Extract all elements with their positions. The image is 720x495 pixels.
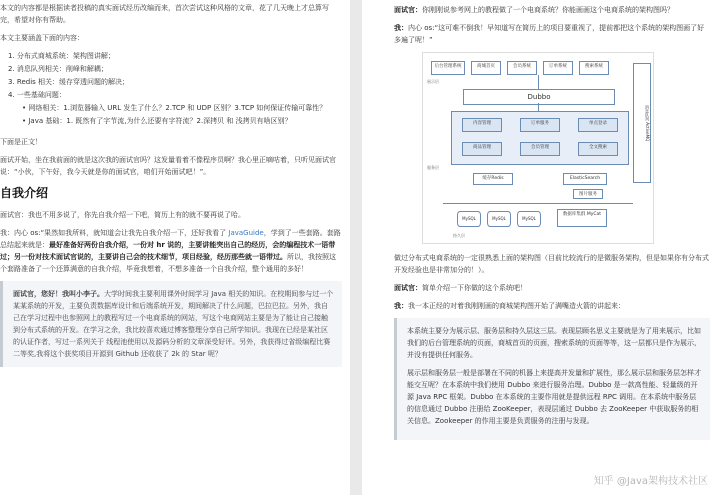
- text-span: 所以，我按照这个套路准备了一个还算满意的自我介绍，毕竟我想着，不想多准备一个自我介绍，整个通用的多好！: [0, 253, 336, 273]
- layer-label: 展示层: [427, 79, 439, 84]
- db-icon: MySQL: [487, 211, 511, 227]
- question: [394, 4, 710, 16]
- service-box: 会员管理: [520, 142, 560, 156]
- service-group: [451, 111, 629, 165]
- quote-paragraph: 展示层和服务层一般是部署在不同的机器上来提高并发量和扩展性，那么展示层和服务层怎样才能交互呢？在本系统中我们使用 Dubbo 来进行服务治理。Dubbo 是一款高性能、轻量级的开源 Java RPC 框架。Dubbo 在本系统的主要作用就是提供远程 RPC 调用。在本系统中服务层的信息通过 Dubbo 注册给 ZooKeeper，表现层通过 Dubbo 去 ZooKeeper 中获取服务的相关信息。Zookeeper 的作用主要是负责服务的注册与发现。: [407, 369, 701, 425]
- diagram-caption: 做过分布式电商系统的一定很熟悉上面的架构图（目前比较流行的是微服务架构，但是如果你有分布式开发经验也是非常加分的！）。: [394, 254, 709, 274]
- text-span: 你刚刚说参考网上的教程做了一个电商系统？你能画画这个电商系统的架构图吗？: [422, 6, 674, 14]
- mq-box: 消息队列 ActiveMQ: [633, 63, 651, 183]
- list-subitem: • Java 基础：1. 既然有了字节流,为什么还要有字符流？2.深拷贝 和 浅拷贝有啥区别？: [22, 117, 292, 125]
- text-span: ，学到了一些套路。套路总结起来就是：: [0, 229, 341, 249]
- speaker-label: 我：: [394, 302, 408, 310]
- answer: [394, 22, 710, 46]
- service-box: 内容管理: [462, 118, 502, 132]
- answer: [394, 300, 710, 312]
- intro-summary: 本文主要涵盖下面的内容：: [0, 34, 84, 42]
- service-box: 单点登录: [578, 118, 618, 132]
- service-box: 全文搜索: [578, 142, 618, 156]
- text-span: 我一本正经的对着我刚刚画的商城架构图开始了满嘴造火箭的讲起来：: [408, 302, 625, 310]
- quote-text: 大学时间我主要利用课外时间学习 Java 相关的知识。在校期间参与过一个某某系统的开发，主要负责数据库设计和后端系统开发，期间解决了什么问题，巴拉巴拉。另外，我自己在学习过程中也参照网上的教程写过一个电商系统的网站，写这个电商网站主要是为了能让自己接触到分布式系统的开发。在学习之余，我比较喜欢通过博客整理分享自己所学知识。我现在已经是某社区的认证作者，写过一系列关于 线程池使用以及源码分析的文章深受好评。另外，我获得过省级编程比赛二等奖,我将这个获奖项目开源到 Github 还收获了 2k 的 Star 呢？: [13, 290, 334, 358]
- paragraph: 面试开始，坐在我前面的就是这次我的面试官吗？这发量看着不像程序员啊？我心里正嘀咕着，只听见面试官说：“小伙，下午好，我今天就是你的面试官，咱们开始面试吧！”。: [0, 156, 336, 176]
- text-span: 内心 os:“这可难不倒我！早知道写在简历上的项目要重视了，提前都把这个系统的架构图画了好多遍了呢！”: [394, 24, 705, 44]
- dubbo-box: Dubbo: [463, 89, 615, 105]
- list-item: 2. 消息队列相关：削峰和解耦；: [8, 65, 108, 73]
- connector-line: [538, 103, 539, 111]
- service-box: 商品管理: [462, 142, 502, 156]
- paragraph: [0, 227, 342, 275]
- paragraph: 面试官：我也不用多说了，你先自我介绍一下吧，简历上有的就不要再说了哈。: [0, 211, 245, 219]
- db-icon: MySQL: [457, 211, 481, 227]
- question: [394, 282, 710, 294]
- intro-quote: [0, 281, 342, 367]
- diagram-box: 会员系统: [507, 61, 537, 75]
- layer-label: 服务层: [427, 165, 439, 170]
- diagram-box: 后台管理系统: [431, 61, 465, 75]
- quote-paragraph: 本系统主要分为展示层、服务层和持久层这三层。表现层顾名思义主要就是为了用来展示，比如我们的后台管理系统的页面，商城首页的页面，搜索系统的页面等等，这一层都只是作为展示，并没有提供任何服务。: [407, 327, 701, 359]
- list-item: 3. Redis 相关：缓存穿透问题的解决；: [8, 78, 130, 86]
- es-box: ElasticSearch: [563, 173, 607, 185]
- topic-list: [0, 50, 342, 128]
- javaguide-link[interactable]: JavaGuide: [228, 229, 264, 237]
- speaker-label: 面试官：: [394, 284, 422, 292]
- db-icon: MySQL: [517, 211, 541, 227]
- layer-label: 持久层: [453, 233, 465, 238]
- architecture-diagram: [422, 52, 654, 244]
- list-item: 4. 一些基础问题：: [8, 91, 66, 99]
- text-span: 我：内心 os:“果然如我所料，就知道会让我先自我介绍一下，还好我看了: [0, 229, 229, 237]
- diagram-box: 订单系统: [543, 61, 573, 75]
- mycat-box: 数据库集群 MyCat: [557, 209, 607, 227]
- bold-text: 最好准备好两份自我介绍，一份对 hr 说的，主要讲能突出自己的经历，会的编程技术一语带过；另一份对技术面试官说的，主要讲自己会的技术细节，项目经验，经历那些就一语带过。: [0, 241, 336, 261]
- divider-line: [443, 203, 633, 204]
- service-box: 订单服务: [520, 118, 560, 132]
- watermark: 知乎 @Java架构技术社区: [593, 476, 708, 487]
- intro-paragraph: 本文的内容都是根据读者投稿的真实面试经历改编而来，首次尝试这种风格的文章，花了几天晚上才总算写完，希望对你有帮助。: [0, 4, 329, 24]
- list-subitem: • 网络相关：1.浏览器输入 URL 发生了什么？2.TCP 和 UDP 区别？3.TCP 如何保证传输可靠性？: [22, 104, 327, 112]
- speaker-label: 我：: [394, 24, 408, 32]
- text-span: 简单介绍一下你做的这个系统吧！: [422, 284, 527, 292]
- connector-line: [538, 75, 539, 89]
- right-page: [362, 0, 720, 495]
- diagram-box: 商城首页: [471, 61, 501, 75]
- start-text: 下面是正文！: [0, 138, 42, 146]
- quote-title: 面试官，您好！我叫小李子。: [13, 290, 104, 298]
- system-quote: [394, 318, 710, 440]
- speaker-label: 面试官：: [394, 6, 422, 14]
- redis-box: 缓存Redis: [473, 173, 513, 185]
- image-service-box: 图片服务: [573, 189, 603, 199]
- list-item: 1. 分布式商城系统：架构图讲解；: [8, 52, 115, 60]
- diagram-box: 搜索系统: [579, 61, 609, 75]
- left-page: [0, 0, 350, 495]
- section-heading: 自我介绍: [0, 186, 49, 200]
